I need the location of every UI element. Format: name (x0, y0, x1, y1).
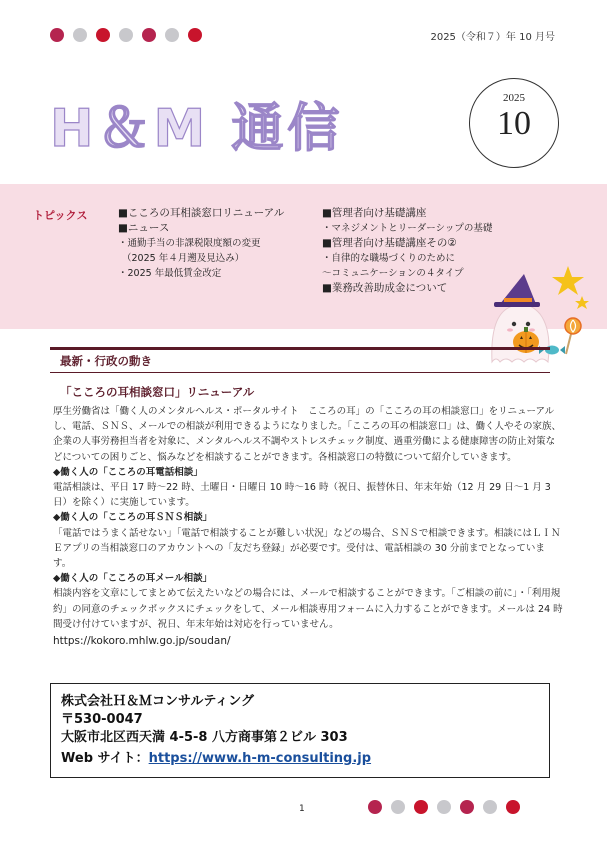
star-icon (552, 266, 589, 309)
issue-badge (469, 78, 559, 168)
page-number: 1 (299, 804, 305, 814)
source-url[interactable]: https://kokoro.mhlw.go.jp/soudan/ (53, 635, 231, 648)
topics-label: トピックス (33, 209, 88, 222)
article-subheading: ◆働く人の「こころの耳ＳＮＳ相談」 (53, 512, 213, 524)
section-header (50, 347, 550, 373)
website-link[interactable]: https://www.h-m-consulting.jp (148, 751, 372, 766)
decorative-dot (506, 800, 520, 814)
topic-subitem: ・マネジメントとリーダーシップの基礎 (322, 223, 493, 234)
company-zip: 〒530-0047 (61, 712, 143, 727)
decorative-dot (437, 800, 451, 814)
article-body (53, 404, 563, 649)
decorative-dot (391, 800, 405, 814)
company-website (61, 747, 371, 766)
topic-item: ■管理者向け基礎講座その② (322, 237, 457, 249)
decorative-dot (73, 28, 87, 42)
topic-subitem: ・自律的な職場づくりのために (322, 253, 456, 264)
decorative-dot (368, 800, 382, 814)
topic-subitem-note: （2025 年４月遡及見込み） (122, 253, 245, 264)
decorative-dot (96, 28, 110, 42)
section-title: 最新・行政の動き (60, 354, 152, 368)
decorative-dot (119, 28, 133, 42)
topics-column-2 (322, 206, 492, 296)
lollipop-icon (565, 318, 581, 354)
decorative-dots-top (50, 28, 202, 42)
company-info-box (50, 683, 550, 778)
topics-column-1 (118, 206, 284, 281)
topic-subitem: ・2025 年最低賃金改定 (118, 268, 222, 279)
article-subheading: ◆働く人の「こころの耳電話相談」 (53, 466, 203, 478)
decorative-dot (414, 800, 428, 814)
topic-subitem: ・通勤手当の非課税限度額の変更 (118, 238, 261, 249)
topic-item: ■ニュース (118, 222, 170, 234)
web-label: Web サイト： (61, 751, 149, 766)
topic-item: ■業務改善助成金について (322, 282, 448, 294)
article-paragraph: 「電話ではうまく話せない」「電話で相談することが難しい状況」などの場合、ＳＮＳで相談できます。相談にはＬＩＮＥアプリの当相談窓口のアカウントへの「友だち登録」が必要です。受付は、電話相談の 30 分前までとなっています。 (53, 527, 561, 570)
issue-date: 2025（令和７）年 10 月号 (430, 32, 555, 43)
decorative-dot (188, 28, 202, 42)
topic-subitem: ～コミュニケーションの４タイプ (322, 268, 464, 279)
decorative-dots-bottom (368, 800, 520, 814)
decorative-dot (165, 28, 179, 42)
company-name: 株式会社Ｈ＆Ｍコンサルティング (61, 694, 255, 709)
article-paragraph: 厚生労働省は「働く人のメンタルヘルス・ポータルサイト こころの耳」の「こころの耳の相談窓口」をリニューアルし、電話、ＳＮＳ、メールでの相談が利用できるようになりました。「こころの耳の相談窓口」は、働く人やその家族、企業の人事労務担当者を対象に、メンタルヘルス不調やストレスチェック制度、過重労働による健康障害の防止対策などについての困りごと、悩みなどを相談することができます。各相談窓口の特徴について紹介していきます。 (53, 406, 562, 463)
decorative-dot (142, 28, 156, 42)
witch-hat-icon (494, 274, 540, 307)
decorative-dot (483, 800, 497, 814)
decorative-dot (50, 28, 64, 42)
article-title: 「こころの耳相談窓口」リニューアル (60, 385, 255, 399)
company-address: 大阪市北区西天満 4-5-8 八方商事第２ビル 303 (61, 730, 348, 745)
article-paragraph: 電話相談は、平日 17 時～22 時、土曜日・日曜日 10 時～16 時（祝日、振替休日、年末年始（12 月 29 日～1 月 3 日）を除く）に実施しています。 (53, 482, 551, 509)
article-paragraph: 相談内容を文章にしてまとめて伝えたいなどの場合には、メールで相談することができます。「ご相談の前に」・「利用規約」の同意のチェックボックスにチェックをして、メール相談専用フォームに入力することができます。メールは 24 時間受け付けていますが、祝日、年末年始は対応を行っていません。 (53, 588, 563, 630)
decorative-dot (460, 800, 474, 814)
topic-item: ■こころの耳相談窓口リニューアル (118, 207, 285, 219)
issue-year: 2025 (503, 92, 525, 104)
topic-item: ■管理者向け基礎講座 (322, 207, 427, 219)
issue-month: 10 (497, 105, 531, 142)
article-subheading: ◆働く人の「こころの耳メール相談」 (53, 573, 213, 585)
newsletter-title: H＆M 通信 (50, 99, 344, 159)
